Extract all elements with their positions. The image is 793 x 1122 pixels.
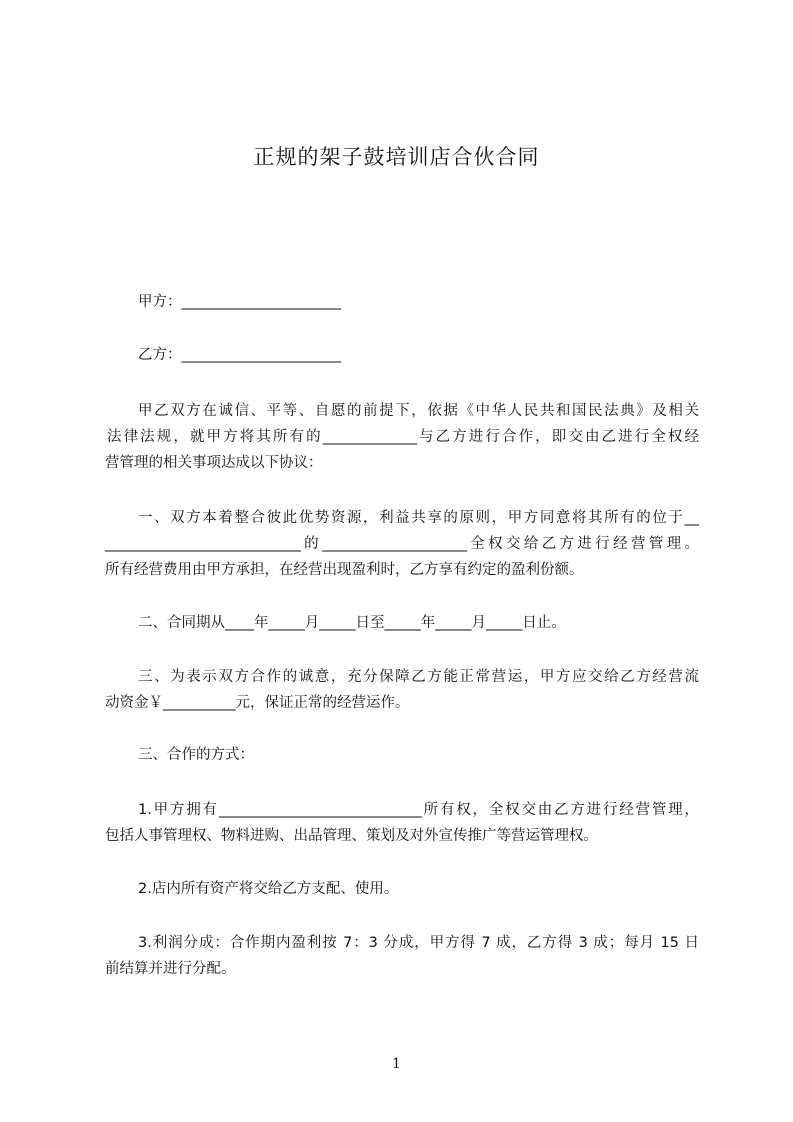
item-1-line-1: 1.甲方拥有____________________________所有权，全权交由乙方进行经营管理， — [138, 802, 699, 818]
intro-line-3: 营管理的相关事项达成以下协议： — [105, 455, 323, 471]
party-b-line: 乙方：______________________ — [138, 347, 341, 363]
item-2-line: 2.店内所有资产将交给乙方支配、使用。 — [138, 881, 399, 897]
clause-3-line-2: 动资金￥__________元，保证正常的经营运作。 — [105, 695, 410, 711]
clause-1-line-2: ___________________________的____________________全权交给乙方进行经营管理。 — [105, 536, 699, 552]
page-number: 1 — [392, 1056, 401, 1072]
item-1-line-2: 包括人事管理权、物料进购、出品管理、策划及对外宣传推广等营运管理权。 — [105, 828, 598, 844]
document-title: 正规的架子鼓培训店合伙合同 — [253, 145, 540, 169]
clause-1-line-1: 一、双方本着整合彼此优势资源，利益共享的原则，甲方同意将其所有的位于__ — [138, 510, 699, 526]
item-3-line-1: 3.利润分成：合作期内盈利按 7：3 分成，甲方得 7 成，乙方得 3 成；每月 15 日 — [138, 935, 699, 951]
clause-4-heading: 三、合作的方式： — [138, 747, 254, 763]
clause-3-line-1: 三、为表示双方合作的诚意，充分保障乙方能正常营运，甲方应交给乙方经营流 — [138, 669, 699, 685]
item-3-line-2: 前结算并进行分配。 — [105, 961, 236, 977]
intro-line-1: 甲乙双方在诚信、平等、自愿的前提下，依据《中华人民共和国民法典》及相关 — [138, 403, 699, 419]
party-a-line: 甲方：______________________ — [138, 294, 341, 310]
intro-line-2: 法律法规，就甲方将其所有的_____________与乙方进行合作，即交由乙进行全权经 — [107, 429, 699, 445]
clause-2-line: 二、合同期从____年_____月_____日至_____年_____月_____日止。 — [138, 615, 566, 631]
clause-1-line-3: 所有经营费用由甲方承担，在经营出现盈利时，乙方享有约定的盈利份额。 — [105, 562, 584, 578]
